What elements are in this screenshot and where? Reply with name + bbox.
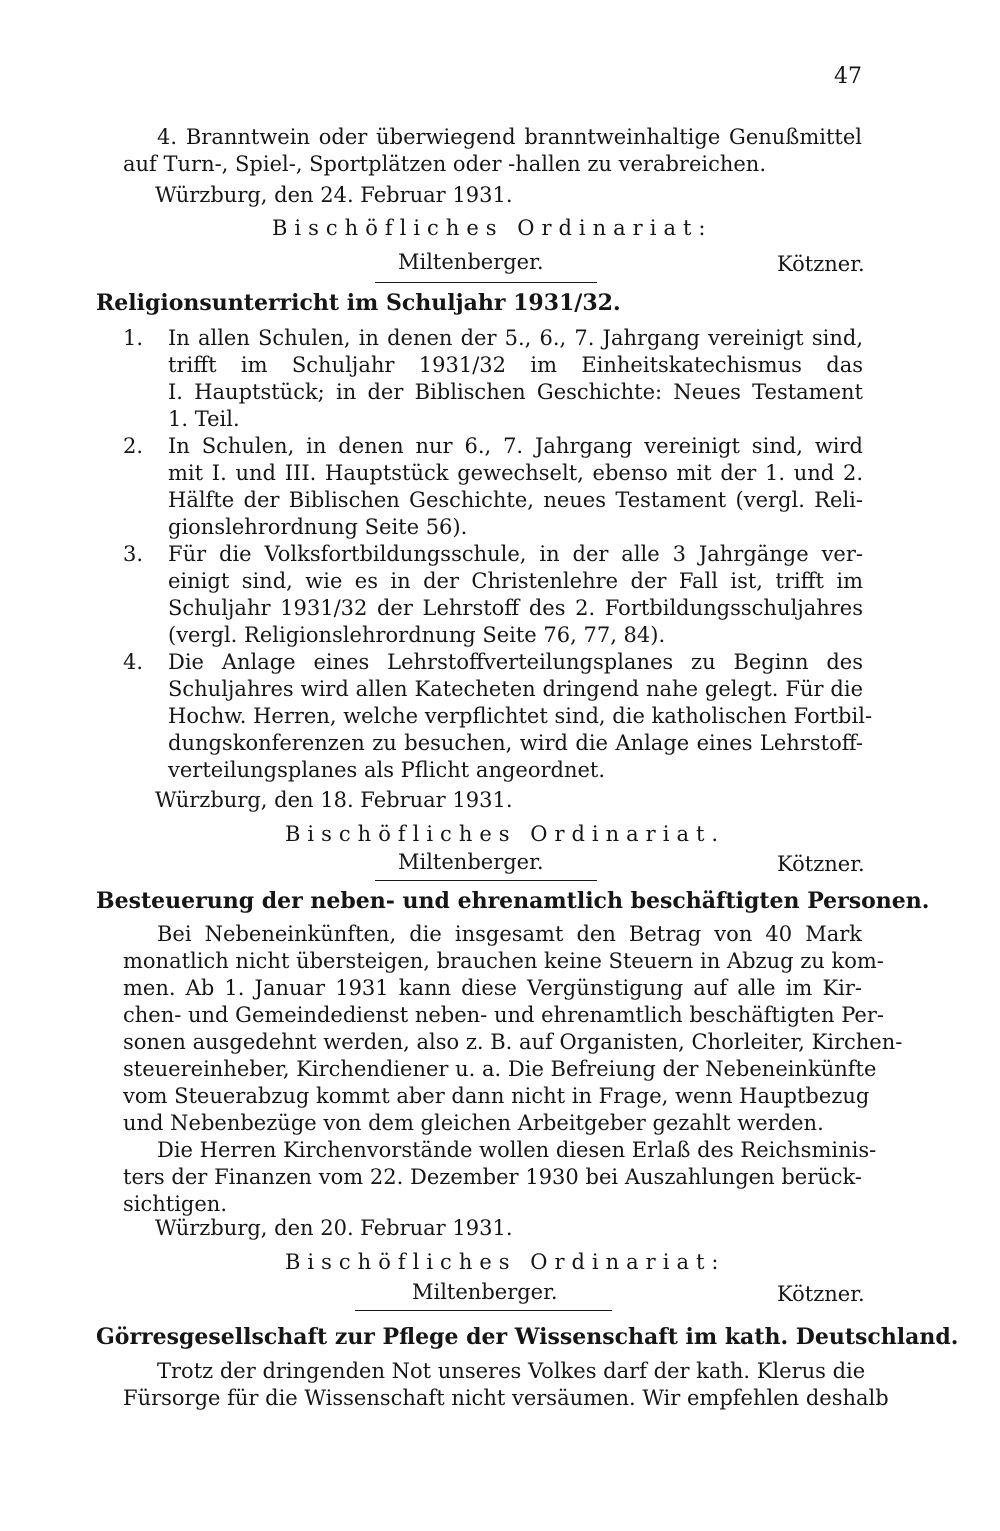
text-line: 4. Branntwein oder überwiegend branntweinhaltige Genußmittel [157,125,862,149]
text-line: Schuljahr 1931/32 der Lehrstoff des 2. Fortbildungsschuljahres [168,596,863,620]
text-line: und Nebenbezüge von dem gleichen Arbeitgeber gezahlt werden. [123,1111,824,1135]
text-line: Trotz der dringenden Not unseres Volkes darf der kath. Klerus die [157,1359,866,1383]
list-item [123,649,873,784]
text-line: gionslehrordnung Seite 56). [168,515,468,539]
text-line: Die Anlage eines Lehrstoffverteilungsplanes zu Beginn des [168,650,863,674]
text-line: monatlich nicht übersteigen, brauchen keine Steuern in Abzug zu kom- [123,949,884,973]
section-paragraph [123,1358,889,1412]
text-line: Die Herren Kirchenvorstände wollen diesen Erlaß des Reichsminis- [157,1138,877,1162]
section-divider [375,282,597,283]
list-item [123,541,863,649]
list-number: 1. [123,326,144,350]
intro-text [123,124,862,178]
text-line: I. Hauptstück; in der Biblischen Geschichte: Neues Testament [168,380,863,404]
signature-left: Miltenberger. [398,250,544,274]
text-line: Bei Nebeneinkünften, die insgesamt den Betrag von 40 Mark [157,922,862,946]
text-line: sonen ausgedehnt werden, also z. B. auf Organisten, Chorleiter, Kirchen- [123,1030,903,1054]
text-line: Für die Volksfortbildungsschule, in der alle 3 Jahrgänge ver- [168,542,863,566]
text-line: chen- und Gemeindedienst neben- und ehrenamtlich beschäftigten Per- [123,1003,884,1027]
section-paragraph [123,921,903,1137]
text-line: Schuljahres wird allen Katecheten dringend nahe gelegt. Für die [168,677,863,701]
place-date: Würzburg, den 24. Februar 1931. [155,183,513,207]
text-line: (vergl. Religionslehrordnung Seite 76, 77, 84). [168,623,666,647]
numbered-list [123,325,873,784]
section-divider [375,880,597,881]
text-line: Hälfte der Biblischen Geschichte, neues Testament (vergl. Reli- [168,488,863,512]
text-line: Fürsorge für die Wissenschaft nicht versäumen. Wir empfehlen deshalb [123,1386,889,1410]
list-number: 3. [123,542,144,566]
text-line: In allen Schulen, in denen der 5., 6., 7. Jahrgang vereinigt sind, [168,326,863,350]
text-line: ters der Finanzen vom 22. Dezember 1930 bei Auszahlungen berück- [123,1165,862,1189]
ordinariat-label: Bischöfliches Ordinariat: [272,216,713,240]
ordinariat-label: Bischöfliches Ordinariat: [285,1250,726,1274]
list-number: 4. [123,650,144,674]
list-number: 2. [123,434,144,458]
signature-left: Miltenberger. [398,850,544,874]
text-line: steuereinheber, Kirchendiener u. a. Die Befreiung der Nebeneinkünfte [123,1057,877,1081]
list-item [123,325,863,433]
text-line: Hochw. Herren, welche verpflichtet sind, die katholischen Fortbil- [168,704,873,728]
place-date: Würzburg, den 20. Februar 1931. [155,1216,513,1240]
list-item [123,433,863,541]
text-line: auf Turn-, Spiel-, Sportplätzen oder -hallen zu verabreichen. [123,152,767,176]
text-line: vom Steuerabzug kommt aber dann nicht in Frage, wenn Hauptbezug [123,1084,870,1108]
section-paragraph [123,1137,877,1218]
section-heading: Religionsunterricht im Schuljahr 1931/32. [96,290,621,316]
section-heading: Besteuerung der neben- und ehrenamtlich beschäftigten Personen. [96,888,930,914]
signature-right: Kötzner. [777,252,865,276]
ordinariat-label: Bischöfliches Ordinariat. [285,822,726,846]
text-line: einigt sind, wie es in der Christenlehre der Fall ist, trifft im [168,569,863,593]
place-date: Würzburg, den 18. Februar 1931. [155,788,513,812]
signature-left: Miltenberger. [412,1280,558,1304]
text-line: dungskonferenzen zu besuchen, wird die Anlage eines Lehrstoff- [168,731,863,755]
page-number: 47 [834,64,862,89]
text-line: verteilungsplanes als Pflicht angeordnet. [168,758,606,782]
text-line: men. Ab 1. Januar 1931 kann diese Vergünstigung auf alle im Kir- [123,976,862,1000]
text-line: sichtigen. [123,1192,228,1216]
text-line: trifft im Schuljahr 1931/32 im Einheitskatechismus das [168,353,863,377]
signature-right: Kötzner. [777,1282,865,1306]
section-divider [355,1310,612,1311]
text-line: 1. Teil. [168,407,240,431]
text-line: In Schulen, in denen nur 6., 7. Jahrgang vereinigt sind, wird [168,434,863,458]
text-line: mit I. und III. Hauptstück gewechselt, ebenso mit der 1. und 2. [168,461,863,485]
section-heading: Görresgesellschaft zur Pflege der Wissenschaft im kath. Deutschland. [96,1324,959,1350]
signature-right: Kötzner. [777,852,865,876]
